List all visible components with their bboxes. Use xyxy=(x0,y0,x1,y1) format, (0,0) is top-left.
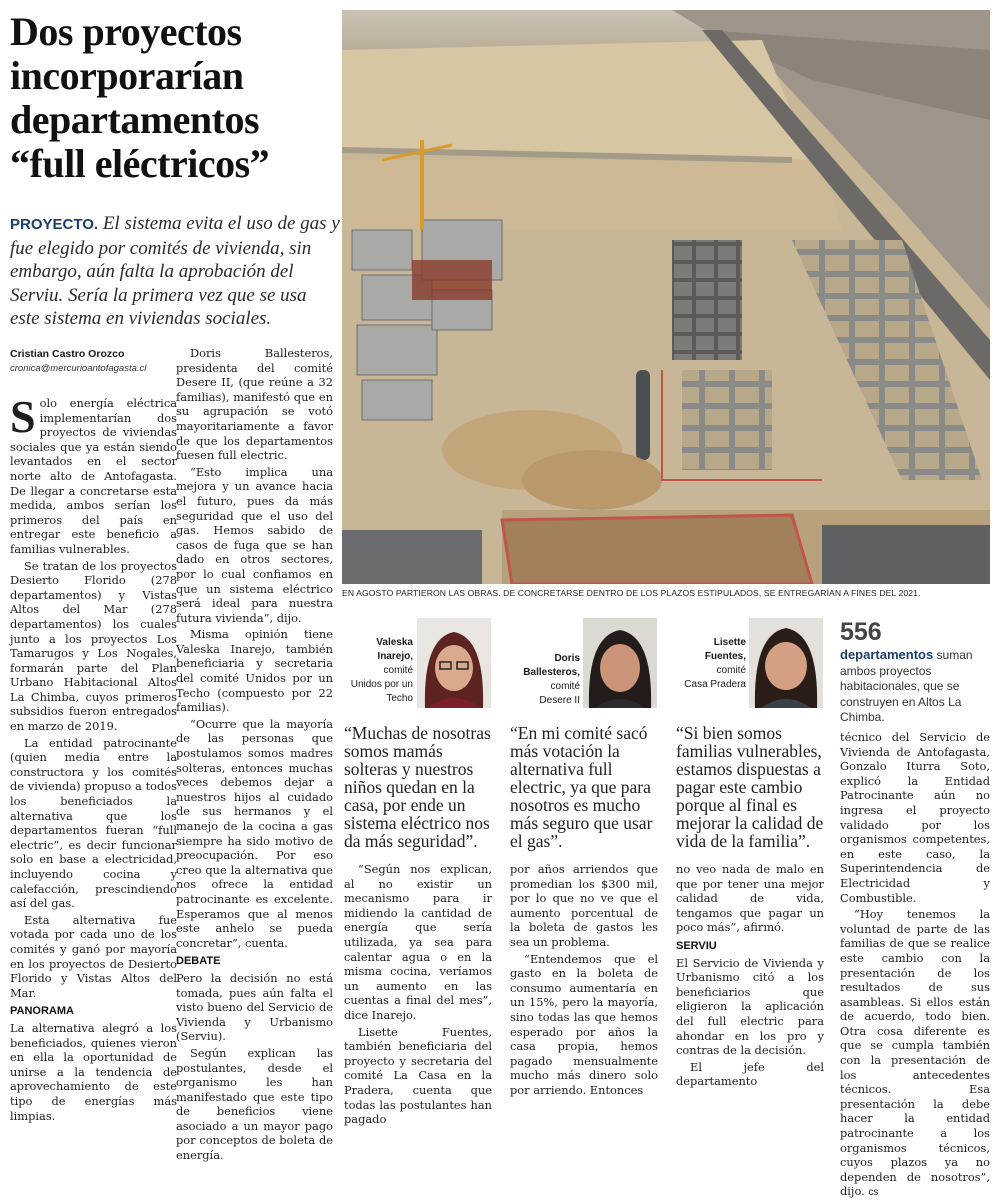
headline-line: incorporarían xyxy=(10,53,244,98)
pull-quote: “Muchas de nosotras somos mamás solteras y nuestros niños quedan en la casa, por ende un sistema eléctrico nos da más seguridad”. xyxy=(344,723,491,851)
section-subhead: SERVIU xyxy=(676,939,717,952)
lead-text: El sistema evita el uso de gas y fue elegido por comités de vivienda, sin embargo, aún falta la aprobación del Serviu. Sería la primera vez que se usa este sistema en viviendas sociales. xyxy=(10,213,340,329)
stat-text: departamentos suman ambos proyectos habitacionales, que se construyen en Altos La Chimba. xyxy=(840,647,973,724)
author-email: cronica@mercurioantofagasta.cl xyxy=(10,363,147,374)
body-paragraph: El jefe del departamento xyxy=(676,1059,824,1089)
body-paragraph: por años arriendos que promedian los $300 mil, por lo que no ve que el aumento porcentual de la boleta de gastos les sea un problema. xyxy=(510,862,658,949)
headline-line: departamentos xyxy=(10,97,260,142)
article-column-6 xyxy=(840,730,990,1203)
article-column-2 xyxy=(176,346,333,1165)
headline-line: Dos proyectos xyxy=(10,9,242,54)
portrait-photo xyxy=(583,618,657,708)
portrait-photo xyxy=(749,618,823,708)
pull-quote: “Si bien somos familias vulnerables, estamos dispuestas a pagar este cambio porque al final es mejorar la calidad de vida de la familia”. xyxy=(676,723,824,851)
body-paragraph: Lisette Fuentes, también beneficiaria del proyecto y secretaria del comité La Casa en la Pradera, cuenta que todas las postulantes han pagado xyxy=(344,1024,492,1127)
lead-paragraph xyxy=(10,212,340,331)
photo-caption: EN AGOSTO PARTIERON LAS OBRAS. DE CONCRETARSE DENTRO DE LOS PLAZOS ESTIPULADOS, SE ENTREGARÍAN A FINES DEL 2021. xyxy=(342,588,921,598)
body-paragraph: técnico del Servicio de Vivienda de Antofagasta, Gonzalo Iturra Soto, explicó la Entidad Patrocinante aún no ingresa el proyecto validado por los organismos competentes, en este caso, la Superintendencia de Electricidad y Combustible. xyxy=(840,730,990,905)
drop-cap: S xyxy=(10,391,36,442)
stat-number: 556 xyxy=(840,618,882,646)
end-mark: cs xyxy=(868,1187,879,1199)
body-paragraph: “Según nos explican, al no existir un mecanismo para ir midiendo la cantidad de energía que sería utilizada, ya sea para calentar agua o en la misma cocina, veríamos un aumento en las cuentas a final del mes”, dice Inarejo. xyxy=(344,862,492,1022)
article-column-3 xyxy=(344,862,492,1129)
headline-line: “full eléctricos” xyxy=(10,141,270,186)
person-portrait xyxy=(417,618,491,708)
article-column-4 xyxy=(510,862,658,1100)
person-portrait xyxy=(583,618,657,708)
person-label: Valeska Inarejo, comité Unidos por un Techo xyxy=(350,637,413,704)
body-paragraph: Misma opinión tiene Valeska Inarejo, también beneficiaria y secretaria del comité Unidos por un Techo (compuesto por 22 familias). xyxy=(176,627,333,715)
article-column-5 xyxy=(676,862,824,1091)
section-subhead: DEBATE xyxy=(176,955,221,968)
person-label: Doris Ballesteros, comité Desere II xyxy=(523,653,580,706)
body-paragraph: Esta alternativa fue votada por cada uno de los comités y ganó por mayoría en los proyectos de Desierto Florido y Vistas Altos del Mar. xyxy=(10,912,177,1000)
person-label: Lisette Fuentes, comité Casa Pradera xyxy=(684,637,746,690)
body-paragraph: La entidad patrocinante (quien media entre la constructora y los comités de vivienda) propuso a todos los beneficiados la alternativa que los departamentos fueran “full electric”, es decir funcionar solo en base a electricidad, incluyendo cocina y calefacción, prescindiendo así del gas. xyxy=(10,735,177,911)
byline xyxy=(10,348,180,374)
author-name: Cristian Castro Orozco xyxy=(10,348,125,360)
body-paragraph: La alternativa alegró a los beneficiados, quienes vieron en ella la oportunidad de unirse a la tendencia de aprovechamiento de este tipo de energías más limpias. xyxy=(10,1020,177,1123)
body-paragraph: Se tratan de los proyectos Desierto Florido (278 departamentos) y Vistas Altos del Mar (278 departamentos) los cuales junto a los proyectos Los Tamarugos y Los Nogales, formarán parte del Plan Urbano Habitacional Altos La Chimba, cuyos primeros subsidios fueron entregados en marzo de 2019. xyxy=(10,558,177,734)
body-paragraph: Según explican las postulantes, desde el organismo les han manifestado que este tipo de beneficios viene asociado a un mayor pago por conceptos de boleta de energía. xyxy=(176,1045,333,1163)
section-subhead: PANORAMA xyxy=(10,1005,74,1018)
body-paragraph: Doris Ballesteros, presidenta del comité Desere II, (que reúne a 32 familias), manifestó que en su agrupación se votó mayoritariamente a favor de que los departamentos fuesen full electric. xyxy=(176,346,333,463)
body-paragraph: “Entendemos que el gasto en la boleta de consumo aumentaría en un 15%, pero la mayoría, sino todas las que hemos esperado por años la casa propia, hemos pagado mensualmente mucho más dinero solo por arriendo. Entonces xyxy=(510,951,658,1097)
body-paragraph: Solo energía eléctrica implementarían dos proyectos de viviendas sociales que ya están siendo levantados en el sector norte alto de Antofagasta. De llegar a concretarse esta medida, ambos serían los primeros del país en entregar este beneficio a familias vulnerables. xyxy=(10,391,177,556)
aerial-construction-image xyxy=(342,10,990,584)
body-paragraph: “Esto implica una mejora y un avance hacia el futuro, pues da más seguridad que el uso del gas. Hemos sabido de casos de fuga que se han dado en otros sectores, por lo cual confiamos en que un sistema eléctrico será ideal para nuestra futura vivienda”, dijo. xyxy=(176,464,333,625)
stat-box xyxy=(840,618,992,726)
body-paragraph: “Hoy tenemos la voluntad de parte de las familias de que se realice este cambio con la presentación de los resultados de sus asambleas. Si ellos están de acuerdo, todo bien. Otra cosa diferente es que se cumpla también con la presentación de los antecedentes técnicos. Esa presentación la debe hacer la entidad patrocinante a los organismos técnicos, cuyos plazos ya no dependen de nosotros”, dijo. cs xyxy=(840,907,990,1199)
article-column-1 xyxy=(10,391,177,1125)
body-paragraph: “Ocurre que la mayoría de las personas que postulamos somos madres solteras, entonces muchas veces debemos dejar a nuestros hijos al cuidado de sus hermanos y el manejo de la cocina a gas siempre ha sido motivo de preocupación. Por eso creo que la alternativa que nos ofrece la entidad patrocinante es excelente. Esperamos que al menos este anhelo se pueda concretar”, cuenta. xyxy=(176,716,333,950)
person-portrait xyxy=(749,618,823,708)
body-paragraph: no veo nada de malo en que por tener una mejor calidad de vida, tengamos que pagar un poco más”, afirmó. xyxy=(676,862,824,935)
headline xyxy=(10,10,340,186)
construction-site-photo xyxy=(342,10,990,584)
pull-quote: “En mi comité sacó más votación la alternativa full electric, ya que para nosotros es mucho más seguro que usar el gas”. xyxy=(510,723,653,851)
body-paragraph: Pero la decisión no está tomada, pues aún falta el visto bueno del Servicio de Vivienda y Urbanismo (Serviu). xyxy=(176,970,333,1044)
portrait-photo xyxy=(417,618,491,708)
lead-tag: PROYECTO. xyxy=(10,216,99,233)
body-paragraph: El Servicio de Vivienda y Urbanismo citó a los beneficiarios que eligieron la aplicación del full electric para ahondar en los pro y contras de la decisión. xyxy=(676,955,824,1058)
